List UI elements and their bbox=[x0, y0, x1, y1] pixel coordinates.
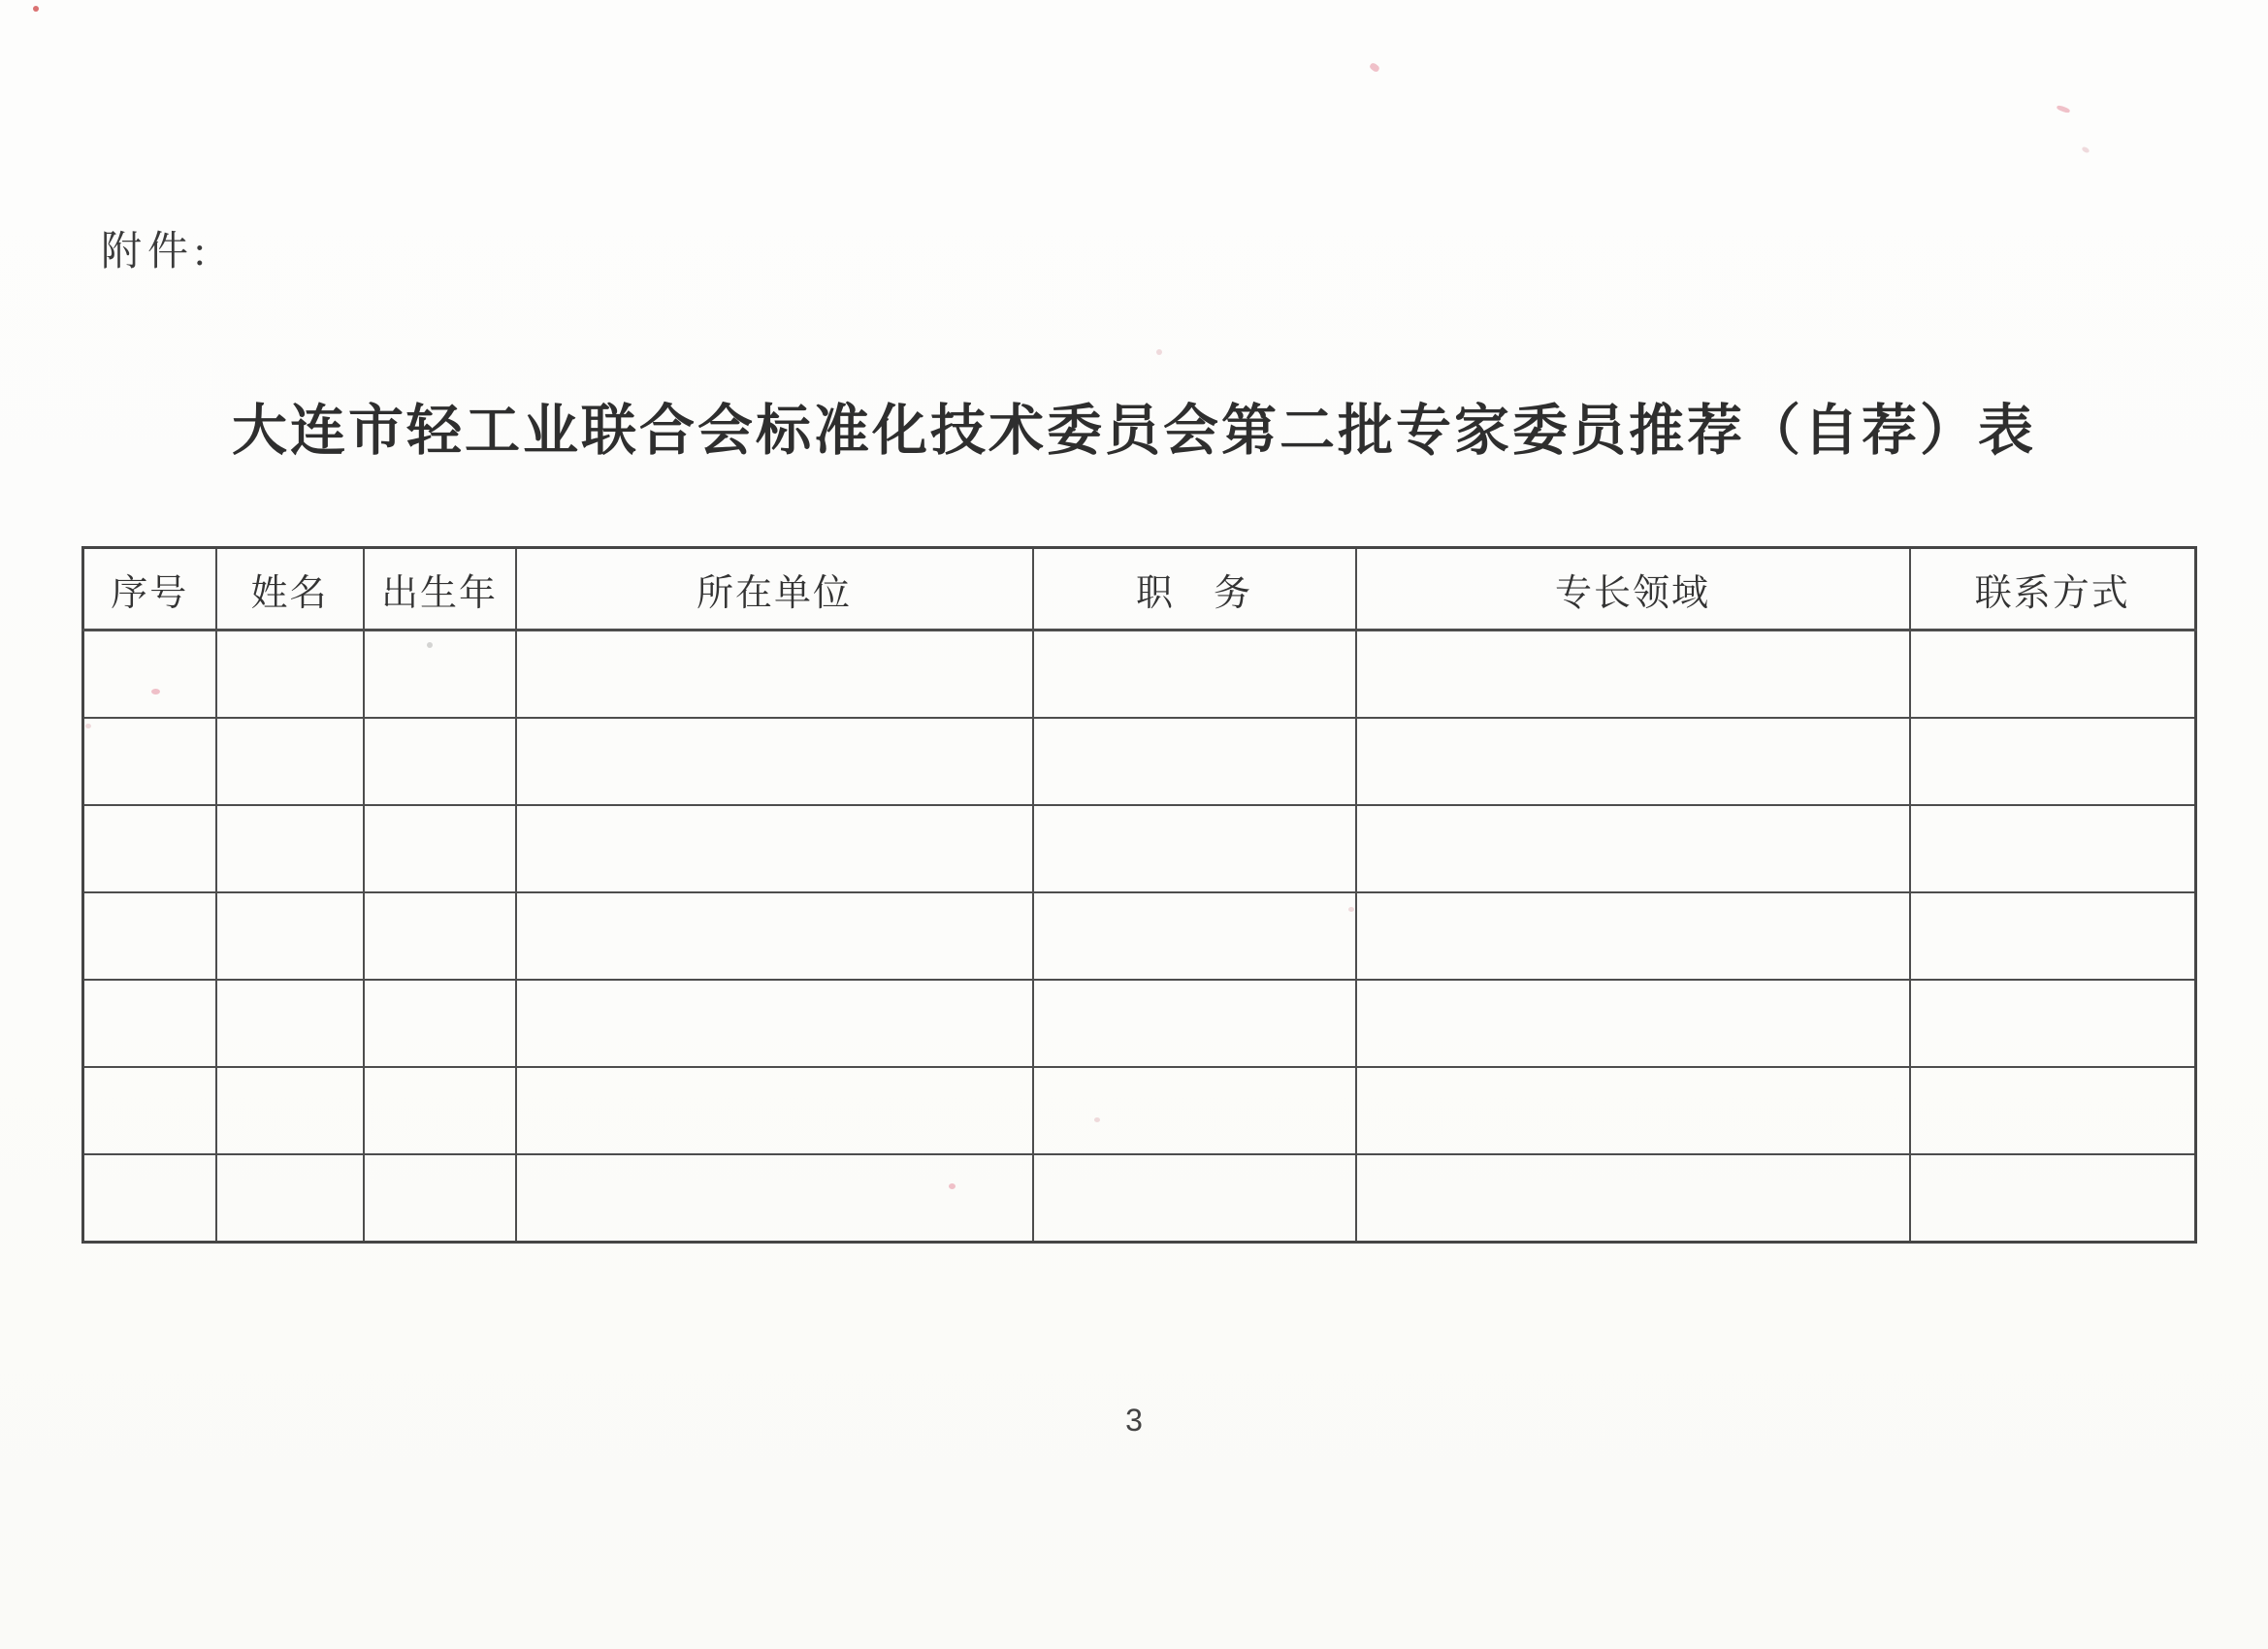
table-cell bbox=[216, 718, 364, 805]
scan-speck bbox=[2057, 105, 2071, 113]
header-cell-specialty: 专长领域 bbox=[1356, 548, 1910, 630]
table-cell bbox=[364, 980, 516, 1067]
table-cell bbox=[83, 892, 216, 980]
table-cell bbox=[1033, 1067, 1356, 1154]
table-row bbox=[83, 980, 2196, 1067]
table-cell bbox=[1033, 980, 1356, 1067]
header-cell-name: 姓名 bbox=[216, 548, 364, 630]
scan-speck bbox=[1369, 62, 1380, 73]
table-cell bbox=[216, 630, 364, 719]
table-cell bbox=[364, 1067, 516, 1154]
page-title: 大连市轻工业联合会标准化技术委员会第二批专家委员推荐（自荐）表 bbox=[232, 401, 2036, 462]
table-cell bbox=[216, 1067, 364, 1154]
table-cell bbox=[1033, 630, 1356, 719]
page-number: 3 bbox=[1125, 1403, 1143, 1438]
table-row bbox=[83, 805, 2196, 892]
table-row bbox=[83, 548, 2196, 630]
table-row bbox=[83, 718, 2196, 805]
table-row bbox=[83, 1154, 2196, 1243]
table-cell bbox=[364, 630, 516, 719]
table-cell bbox=[364, 892, 516, 980]
scan-speck bbox=[2081, 146, 2090, 153]
table-cell bbox=[364, 1154, 516, 1243]
table-cell bbox=[1910, 630, 2196, 719]
table-cell bbox=[1356, 892, 1910, 980]
table-cell bbox=[516, 1067, 1033, 1154]
table-cell bbox=[1910, 892, 2196, 980]
scan-speck bbox=[33, 6, 39, 12]
table-row bbox=[83, 892, 2196, 980]
table-cell bbox=[1356, 805, 1910, 892]
table-cell bbox=[1356, 718, 1910, 805]
table-cell bbox=[1356, 1067, 1910, 1154]
table-cell bbox=[1033, 892, 1356, 980]
attachment-label: 附件: bbox=[101, 230, 211, 275]
table-cell bbox=[83, 630, 216, 719]
table-cell bbox=[1033, 1154, 1356, 1243]
table-cell bbox=[516, 1154, 1033, 1243]
table-cell bbox=[516, 630, 1033, 719]
table-body bbox=[83, 630, 2196, 1243]
table-cell bbox=[1033, 718, 1356, 805]
header-cell-position: 职 务 bbox=[1033, 548, 1356, 630]
table-cell bbox=[1910, 1154, 2196, 1243]
table-cell bbox=[364, 805, 516, 892]
header-cell-contact: 联系方式 bbox=[1910, 548, 2196, 630]
table-cell bbox=[1910, 1067, 2196, 1154]
table-row bbox=[83, 1067, 2196, 1154]
table-cell bbox=[216, 1154, 364, 1243]
header-cell-index: 序号 bbox=[83, 548, 216, 630]
table-cell bbox=[516, 805, 1033, 892]
scan-speck bbox=[1156, 349, 1162, 355]
table-cell bbox=[216, 892, 364, 980]
table-cell bbox=[1356, 980, 1910, 1067]
table-cell bbox=[83, 718, 216, 805]
table-header-row bbox=[83, 548, 2196, 630]
table-cell bbox=[516, 718, 1033, 805]
table-cell bbox=[216, 805, 364, 892]
recommendation-table bbox=[81, 546, 2197, 1244]
header-cell-birthyear: 出生年 bbox=[364, 548, 516, 630]
table-cell bbox=[516, 892, 1033, 980]
table-cell bbox=[1356, 630, 1910, 719]
table-cell bbox=[1910, 805, 2196, 892]
table-cell bbox=[1033, 805, 1356, 892]
table-cell bbox=[516, 980, 1033, 1067]
table-cell bbox=[364, 718, 516, 805]
table-cell bbox=[216, 980, 364, 1067]
table-cell bbox=[1356, 1154, 1910, 1243]
table-cell bbox=[83, 1154, 216, 1243]
table-cell bbox=[1910, 718, 2196, 805]
table-cell bbox=[83, 1067, 216, 1154]
header-cell-workunit: 所在单位 bbox=[516, 548, 1033, 630]
table-cell bbox=[83, 805, 216, 892]
table-row bbox=[83, 630, 2196, 719]
table-cell bbox=[83, 980, 216, 1067]
table-cell bbox=[1910, 980, 2196, 1067]
